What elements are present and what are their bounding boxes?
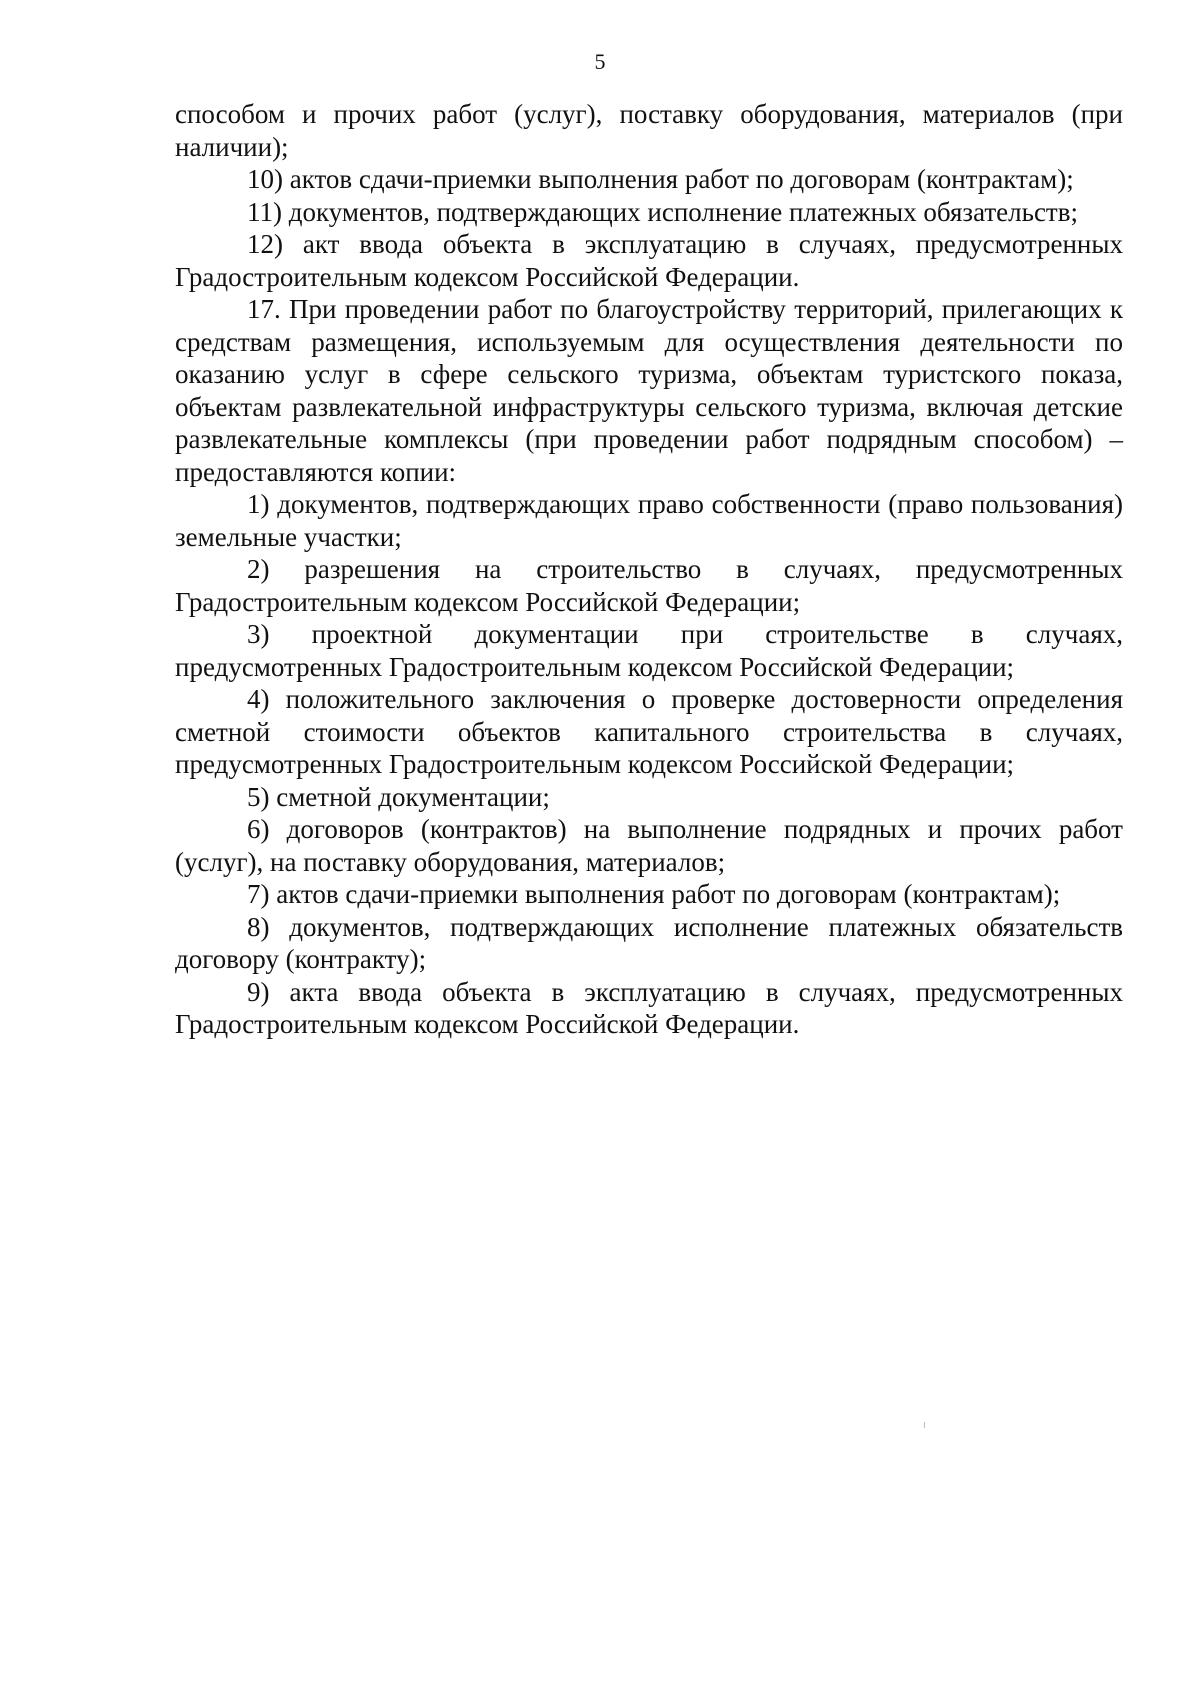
list-item-2: 2) разрешения на строительство в случаях, предусмотренных Градостроительным кодексом Российской Федерации; — [175, 554, 1123, 617]
list-item-1: 1) документов, подтверждающих право собственности (право пользования) земельные участки; — [175, 489, 1123, 552]
list-item-3: 3) проектной документации при строительстве в случаях, предусмотренных Градостроительным кодексом Российской Федерации; — [175, 619, 1123, 682]
document-body — [175, 98, 1123, 1041]
list-item-8: 8) документов, подтверждающих исполнение платежных обязательств договору (контракту); — [175, 911, 1123, 974]
section-17-paragraph: 17. При проведении работ по благоустройству территорий, прилегающих к средствам размещения, используемым для осуществления деятельности по оказанию услуг в сфере сельского туризма, объектам туристского показа, объектам развлекательной инфраструктуры сельского туризма, включая детские развлекательные комплексы (при проведении работ подрядным способом) – предоставляются копии: — [175, 294, 1123, 487]
list-item-9: 9) акта ввода объекта в эксплуатацию в случаях, предусмотренных Градостроительным кодексом Российской Федерации. — [175, 976, 1123, 1039]
paragraph-continuation: способом и прочих работ (услуг), поставку оборудования, материалов (при наличии); — [175, 99, 1123, 162]
list-item-6: 6) договоров (контрактов) на выполнение подрядных и прочих работ (услуг), на поставку оборудования, материалов; — [175, 814, 1123, 877]
list-item-11: 11) документов, подтверждающих исполнение платежных обязательств; — [247, 196, 1078, 227]
list-item-7: 7) актов сдачи-приемки выполнения работ по договорам (контрактам); — [247, 879, 1061, 909]
page-number: 5 — [594, 49, 606, 74]
scan-artifact — [924, 1422, 925, 1428]
list-item-10: 10) актов сдачи-приемки выполнения работ по договорам (контрактам); — [247, 164, 1074, 194]
list-item-5: 5) сметной документации; — [247, 781, 550, 812]
list-item-4: 4) положительного заключения о проверке достоверности определения сметной стоимости объектов капитального строительства в случаях, предусмотренных Градостроительным кодексом Российской Федерации; — [175, 684, 1123, 779]
list-item-12: 12) акт ввода объекта в эксплуатацию в случаях, предусмотренных Градостроительным кодексом Российской Федерации. — [175, 229, 1123, 292]
